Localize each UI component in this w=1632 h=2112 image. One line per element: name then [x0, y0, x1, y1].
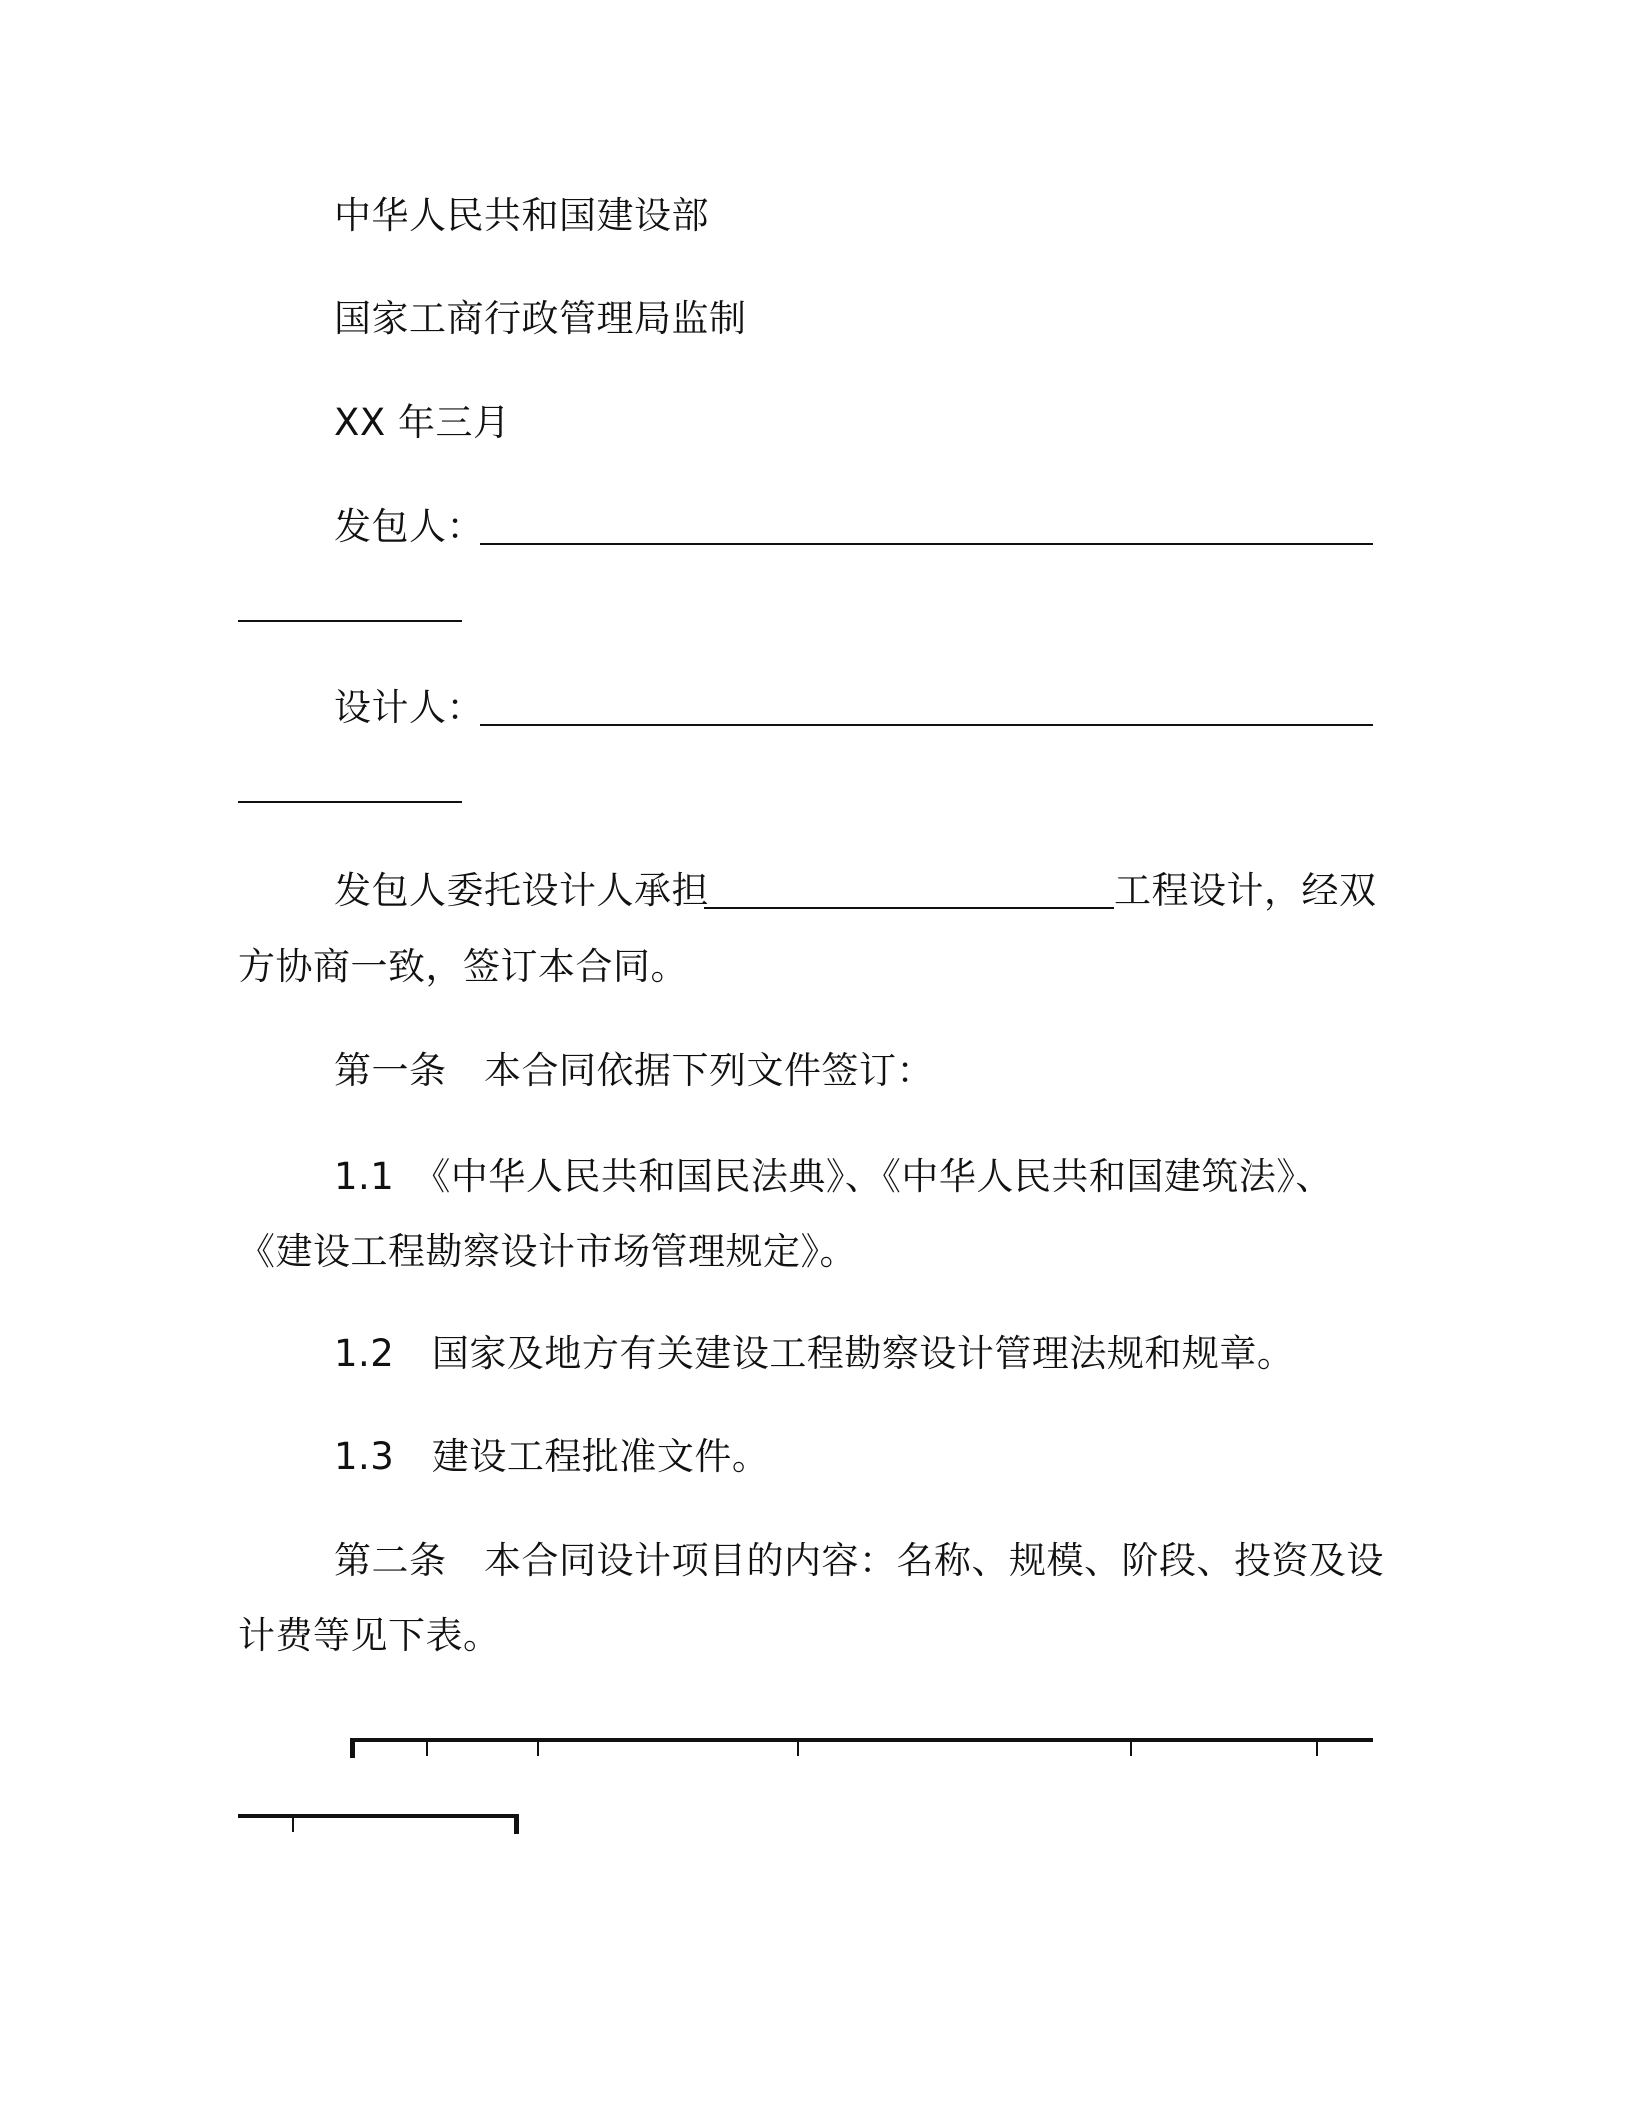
- article-1-item-1-1-cont: 《建设工程勘察设计市场管理规定》。: [238, 1230, 857, 1273]
- project-name-blank[interactable]: [704, 907, 1114, 909]
- intro-text-line2: 方协商一致，签订本合同。: [238, 945, 688, 988]
- article-1-title: 第一条 本合同依据下列文件签订：: [334, 1049, 934, 1092]
- table-left-edge: [350, 1738, 355, 1758]
- issuer-ministry: 中华人民共和国建设部: [334, 194, 709, 237]
- article-2-text-cont: 计费等见下表。: [238, 1614, 501, 1657]
- client-name-blank-continued[interactable]: [238, 620, 462, 622]
- table-column-divider: [537, 1740, 539, 1756]
- article-2-text: 第二条 本合同设计项目的内容：名称、规模、阶段、投资及设: [334, 1539, 1384, 1582]
- article-1-item-1-3: 1.3 建设工程批准文件。: [334, 1435, 770, 1478]
- designer-name-blank[interactable]: [480, 724, 1373, 726]
- table-column-divider: [426, 1740, 428, 1756]
- table-right-edge: [514, 1814, 519, 1834]
- intro-text-start: 发包人委托设计人承担: [334, 869, 709, 912]
- table-column-divider: [797, 1740, 799, 1756]
- article-1-item-1-2: 1.2 国家及地方有关建设工程勘察设计管理法规和规章。: [334, 1332, 1295, 1375]
- table-column-divider: [292, 1816, 294, 1832]
- intro-text-end: 工程设计，经双: [1114, 869, 1377, 912]
- table-column-divider: [1130, 1740, 1132, 1756]
- issuer-bureau: 国家工商行政管理局监制: [334, 297, 747, 340]
- table-continued-rule: [238, 1814, 518, 1818]
- designer-label: 设计人：: [334, 686, 484, 729]
- client-label: 发包人：: [334, 505, 484, 548]
- designer-name-blank-continued[interactable]: [238, 801, 462, 803]
- table-top-rule: [350, 1738, 1373, 1742]
- client-name-blank[interactable]: [480, 543, 1373, 545]
- table-column-divider: [1316, 1740, 1318, 1756]
- issue-date: XX 年三月: [334, 401, 511, 444]
- article-1-item-1-1: 1.1 《中华人民共和国民法典》、《中华人民共和国建筑法》、: [334, 1155, 1333, 1198]
